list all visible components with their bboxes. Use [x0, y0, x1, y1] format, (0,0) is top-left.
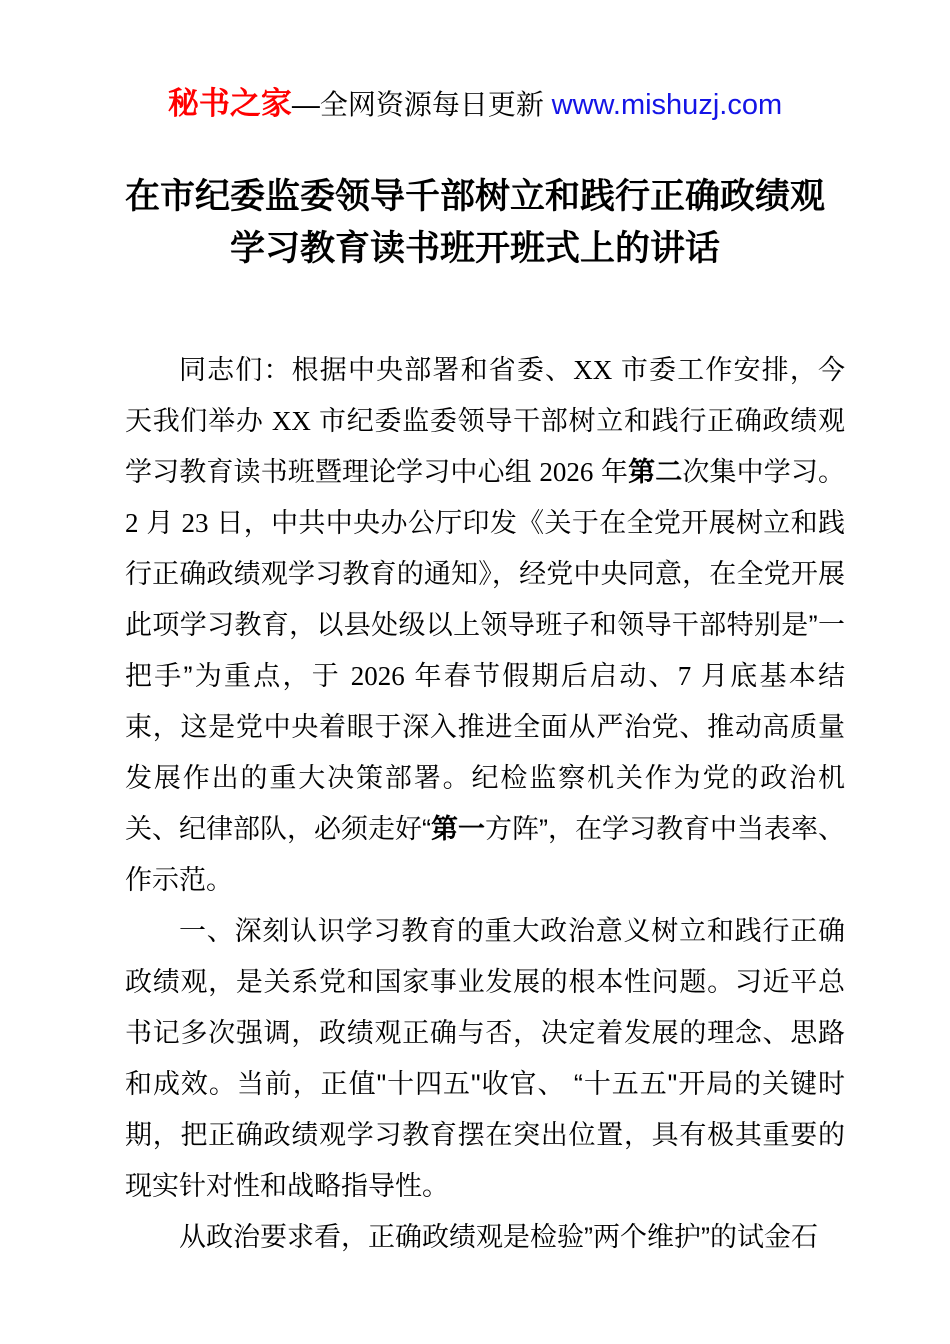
text-run: 年春节假期后启动、 [404, 661, 678, 691]
document-title-line-1: 在市纪委监委领导千部树立和践行正确政绩观 [124, 177, 825, 216]
text-run: 2026 [539, 457, 594, 487]
document-title [0, 171, 950, 275]
text-run: XX [271, 406, 311, 436]
text-run: 日，中共中央办公厅印发《关于在全党开展树立和践行正确政绩观学习教育的通知》，经党中央同意，在全党开展此项学习教育，以县处级以上领导班子和领导干部特别是”一把手”为重点，于 [125, 508, 845, 691]
text-run: 年 [593, 457, 629, 487]
site-url[interactable]: www.mishuzj.com [551, 89, 783, 121]
site-brand: 秘书之家 [167, 86, 292, 121]
text-run: 从政治要求看，正确政绩观是检验”两个维护”的试金石 [179, 1222, 818, 1252]
text-run: 市纪委监委领导干部树立和践行正确政绩观学习教育读书班暨理论学习中心组 [125, 406, 845, 487]
document-body [125, 345, 845, 1263]
body-paragraph [125, 345, 845, 906]
text-run: 第一 [431, 814, 485, 844]
text-run: XX [573, 355, 613, 385]
text-run: 7 [677, 661, 692, 691]
text-run: 次集中学习。 [682, 457, 845, 487]
text-run: 方阵”，在学习教育中当表率、作示范。 [125, 814, 845, 895]
text-run: 23 [181, 508, 209, 538]
text-run: 市委工作安排，今天我们举办 [125, 355, 845, 436]
text-run: 一、深刻认识学习教育的重大政治意义树立和践行正确政绩观，是关系党和国家事业发展的根本性问题。习近平总书记多次强调，政绩观正确与否，决定着发展的理念、思路和成效。当前，正值"十四五"收官、 “十五五"开局的关键时期，把正确政绩观学习教育摆在突出位置，具有极其重要的现实针对性和战略指导性。 [125, 916, 845, 1201]
site-header [0, 0, 950, 125]
text-run: 同志们：根据中央部署和省委、 [179, 355, 574, 385]
text-run: 2 [125, 508, 139, 538]
document-title-line-2: 学习教育读书班开班式上的讲话 [229, 229, 720, 268]
text-run: 月 [138, 508, 182, 538]
site-tagline: —全网资源每日更新 [291, 89, 552, 120]
text-run: 第二 [628, 457, 683, 487]
text-run: 2026 [350, 661, 405, 691]
body-paragraph [125, 1212, 845, 1263]
text-run: 月底基本结束，这是党中央着眼于深入推进全面从严治党、推动高质量发展作出的重大决策部署。纪检监察机关作为党的政治机关、纪律部队，必须走好“ [125, 661, 845, 844]
body-paragraph [125, 906, 845, 1212]
